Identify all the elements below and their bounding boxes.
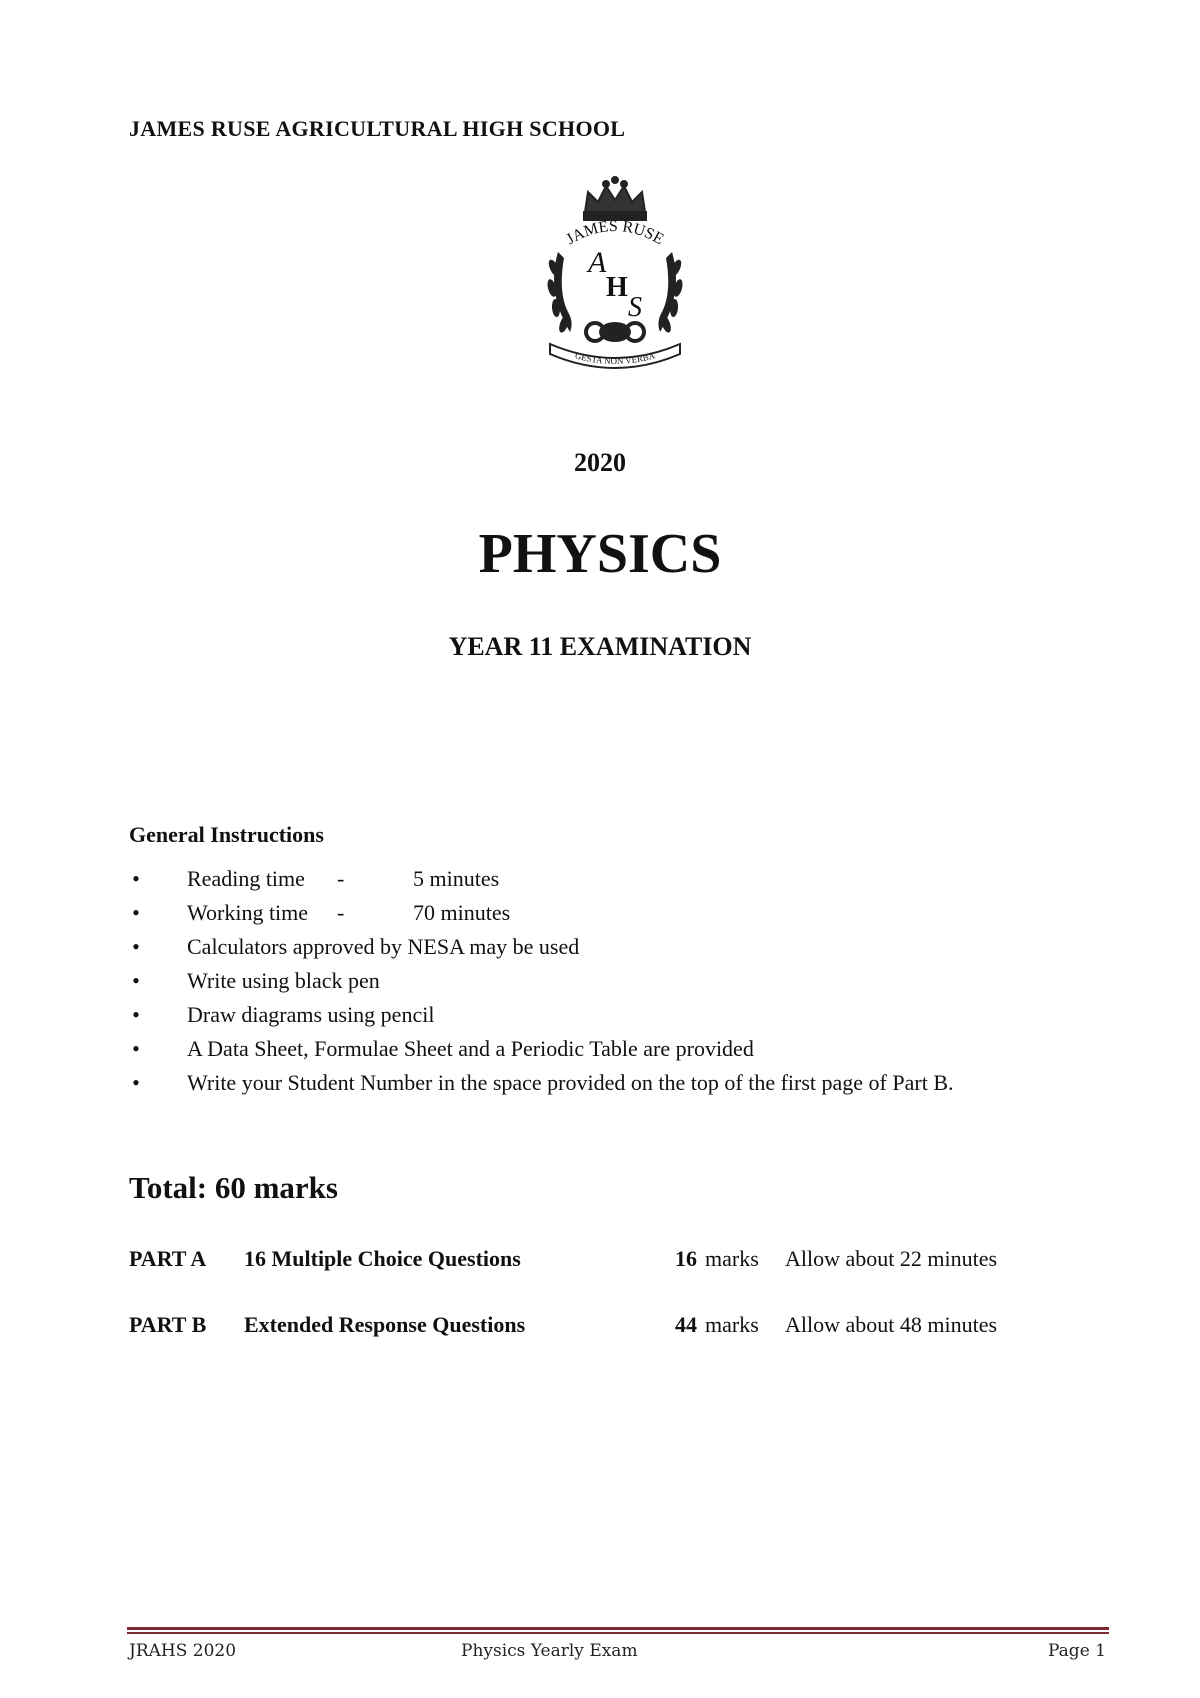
school-crest-logo <box>540 172 690 372</box>
crown-icon <box>584 177 646 220</box>
part-marks-number: 44 <box>675 1312 697 1337</box>
bullet-icon: • <box>132 900 140 925</box>
instruction-label: Calculators approved by NESA may be used <box>187 934 580 959</box>
part-description: Extended Response Questions <box>244 1312 526 1337</box>
instruction-sep: - <box>337 900 345 925</box>
instructions-heading: General Instructions <box>129 822 324 847</box>
part-time-allowance: Allow about 48 minutes <box>785 1312 998 1337</box>
list-item <box>129 998 954 1032</box>
monogram-a: A <box>588 246 607 279</box>
instruction-label: Working time <box>187 900 309 925</box>
instruction-label: Write your Student Number in the space provided on the top of the first page of Part B. <box>187 1070 954 1095</box>
bullet-icon: • <box>132 1070 140 1095</box>
part-row-b <box>129 1312 1089 1342</box>
subject-title: PHYSICS <box>478 523 722 585</box>
instruction-label: Draw diagrams using pencil <box>187 1002 435 1027</box>
instruction-value: 5 minutes <box>413 866 500 891</box>
ram-head-icon <box>586 322 644 342</box>
instruction-label: Reading time <box>187 866 305 891</box>
instructions-list <box>129 862 954 1100</box>
footer-divider <box>127 1632 1109 1634</box>
bullet-icon: • <box>132 1002 140 1027</box>
bullet-icon: • <box>132 1036 140 1061</box>
instruction-sep: - <box>337 866 345 891</box>
page-number: Page 1 <box>1048 1641 1106 1661</box>
bullet-icon: • <box>132 934 140 959</box>
part-label: PART B <box>129 1312 207 1337</box>
crest-arc-text: JAMES RUSE <box>563 217 667 249</box>
exam-title: YEAR 11 EXAMINATION <box>448 632 752 661</box>
part-row-a <box>129 1246 1089 1276</box>
total-marks: Total: 60 marks <box>129 1170 338 1205</box>
instruction-label: A Data Sheet, Formulae Sheet and a Periodic Table are provided <box>187 1036 754 1061</box>
part-marks-number: 16 <box>675 1246 697 1271</box>
exam-year: 2020 <box>574 448 626 477</box>
footer-center: Physics Yearly Exam <box>461 1641 638 1661</box>
monogram-h: H <box>606 272 628 303</box>
list-item <box>129 930 954 964</box>
school-name: JAMES RUSE AGRICULTURAL HIGH SCHOOL <box>129 116 626 141</box>
list-item <box>129 1032 954 1066</box>
footer-divider <box>127 1627 1109 1630</box>
instruction-label: Write using black pen <box>187 968 380 993</box>
part-marks-word: marks <box>705 1312 759 1337</box>
list-item <box>129 896 954 930</box>
bullet-icon: • <box>132 968 140 993</box>
part-description: 16 Multiple Choice Questions <box>244 1246 521 1271</box>
crest-motto-text: GESTA NON VERBA <box>573 350 657 367</box>
list-item <box>129 862 954 896</box>
footer-left: JRAHS 2020 <box>129 1641 237 1661</box>
list-item <box>129 1066 954 1100</box>
bullet-icon: • <box>132 866 140 891</box>
part-time-allowance: Allow about 22 minutes <box>785 1246 998 1271</box>
instruction-value: 70 minutes <box>413 900 511 925</box>
part-marks-word: marks <box>705 1246 759 1271</box>
monogram-s: S <box>628 292 642 323</box>
part-label: PART A <box>129 1246 207 1271</box>
list-item <box>129 964 954 998</box>
